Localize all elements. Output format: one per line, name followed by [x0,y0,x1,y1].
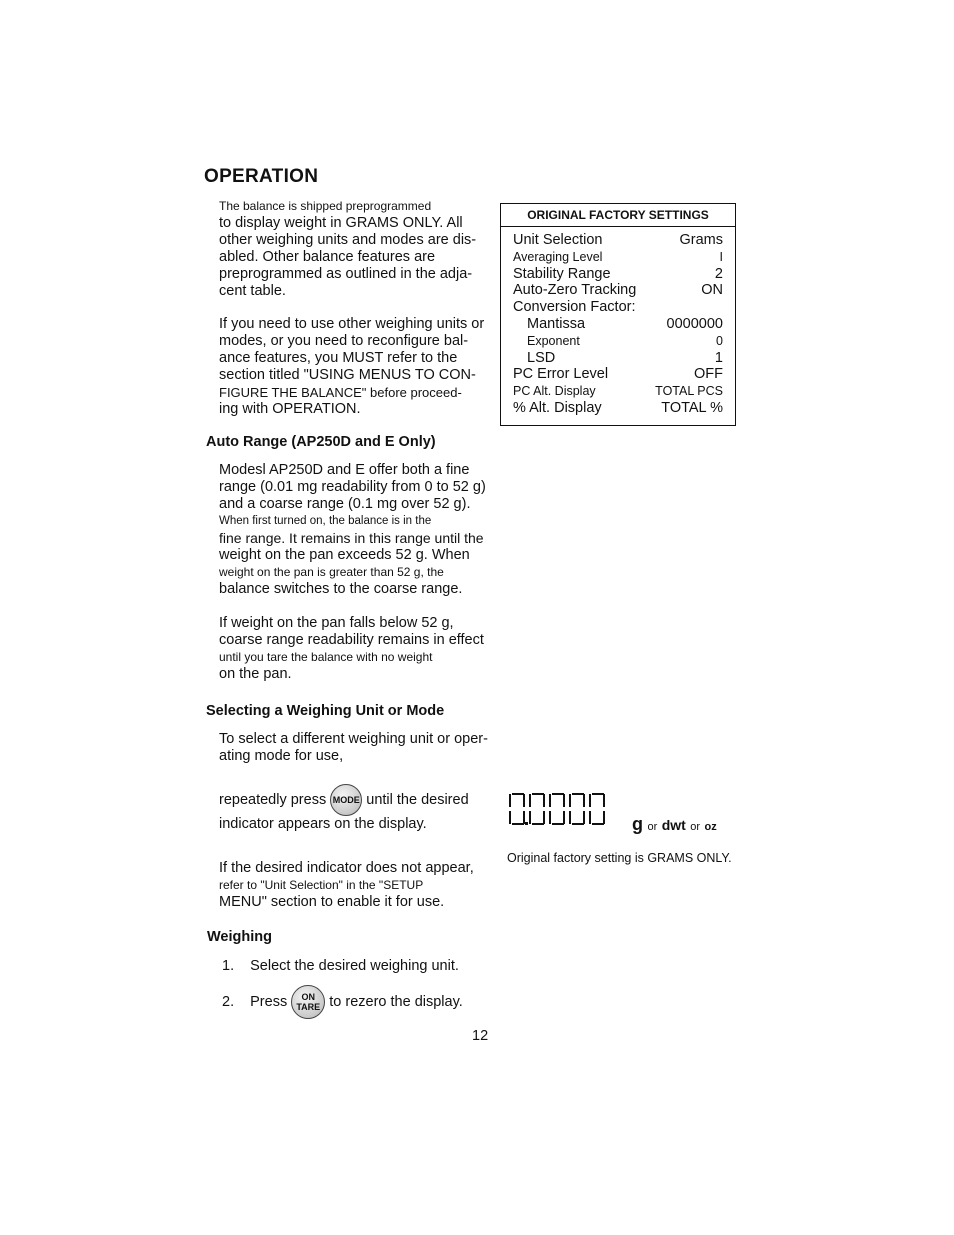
unit-or: or [690,821,701,833]
page-number: 12 [472,1028,489,1044]
step-number: 2. [222,994,235,1010]
table-row: Stability Range 2 [513,265,723,282]
text-line: If weight on the pan falls below 52 g, [219,615,454,631]
auto-range-paragraph-1 [219,462,486,598]
reconfigure-paragraph [219,316,485,418]
instruction-text: repeatedly press [219,791,327,808]
table-title: ORIGINAL FACTORY SETTINGS [501,204,735,227]
text-line: If you need to use other weighing units or [219,316,485,332]
text-line: ing with OPERATION. [219,401,361,417]
text-line: Modesl AP250D and E offer both a fine [219,462,470,478]
text-line: weight on the pan is greater than 52 g, the [219,565,444,579]
factory-settings-table [500,203,736,426]
instruction-text: indicator appears on the display. [219,816,427,832]
text-line: refer to "Unit Selection" in the "SETUP [219,878,424,892]
selecting-paragraph-1 [219,731,488,765]
text-line: ating mode for use, [219,748,344,764]
text-line: MENU" section to enable it for use. [219,894,445,910]
text-line: cent table. [219,283,286,299]
display-caption: Original factory setting is GRAMS ONLY. [507,851,732,865]
text-line: other weighing units and modes are dis- [219,232,477,248]
on-tare-button-icon: ON TARE [291,985,325,1019]
step-number: 1. [222,958,235,974]
decimal-point [525,822,528,825]
text-line: coarse range readability remains in effect [219,632,484,648]
table-row: PC Error Level OFF [513,366,723,383]
table-row: Averaging Level I [513,249,723,264]
text-line: balance switches to the coarse range. [219,581,463,597]
display-units [632,814,717,835]
table-row: Auto-Zero Tracking ON [513,282,723,299]
text-line: section titled "USING MENUS TO CON- [219,367,476,383]
balance-display [508,790,628,835]
table-row: Mantissa 0000000 [527,315,723,332]
text-line: fine range. It remains in this range until the [219,530,484,546]
table-row: Conversion Factor: [513,299,636,316]
text-line: until you tare the balance with no weight [219,650,433,664]
text-line: to display weight in GRAMS ONLY. All [219,215,463,231]
weighing-heading: Weighing [207,929,272,945]
text-line: on the pan. [219,666,292,682]
selecting-heading: Selecting a Weighing Unit or Mode [206,703,445,719]
unit-dwt: dwt [661,817,686,833]
step-text: Press [250,994,288,1010]
table-body [501,227,735,417]
table-row: PC Alt. Display TOTAL PCS [513,384,723,399]
text-line: To select a different weighing unit or oper- [219,731,488,747]
mode-button-icon: MODE [330,784,362,816]
instruction-text: until the desired [366,791,469,808]
text-line: and a coarse range (0.1 mg over 52 g). [219,496,471,512]
step-text: to rezero the display. [329,994,463,1010]
text-line: ance features, you MUST refer to the [219,350,458,366]
text-line: When first turned on, the balance is in the [219,515,432,527]
text-line: The balance is shipped preprogrammed [219,199,432,213]
selecting-paragraph-2 [219,860,474,911]
unit-oz: oz [704,821,717,833]
weighing-step-1 [222,958,482,975]
table-row: Exponent 0 [527,333,723,348]
step-text: Select the desired weighing unit. [250,958,459,974]
intro-paragraph [219,198,477,300]
text-line: FIGURE THE BALANCE" before proceed- [219,385,462,400]
text-line: abled. Other balance features are [219,249,436,265]
text-line: range (0.01 mg readability from 0 to 52 g) [219,479,486,495]
text-line: If the desired indicator does not appear, [219,860,474,876]
page-title: OPERATION [204,166,319,187]
table-row: Unit Selection Grams [513,232,723,248]
auto-range-paragraph-2 [219,615,484,683]
table-row: LSD 1 [527,349,723,366]
seven-segment-readout [508,790,628,830]
press-mode-instruction [219,784,479,833]
unit-g: g [632,814,643,834]
weighing-step-2 [222,985,492,1021]
unit-or: or [647,821,658,833]
auto-range-heading: Auto Range (AP250D and E Only) [206,434,436,450]
text-line: preprogrammed as outlined in the adja- [219,266,473,282]
table-row: % Alt. Display TOTAL % [513,399,723,416]
text-line: weight on the pan exceeds 52 g. When [219,547,470,563]
text-line: modes, or you need to reconfigure bal- [219,333,469,349]
